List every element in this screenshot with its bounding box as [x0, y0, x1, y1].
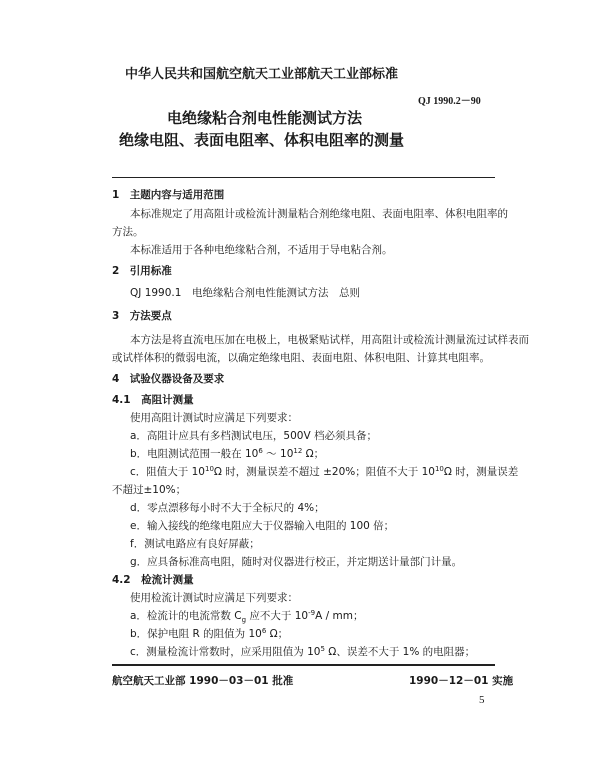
list-item-continued: 不超过±10%；	[112, 484, 187, 496]
text: c．测量检流计常数时，应采用阻值为 10	[130, 646, 321, 658]
subscript: g	[241, 616, 247, 625]
text: Ω；	[266, 628, 289, 640]
text: Ω、误差不大于 1% 的电阻器；	[324, 646, 476, 658]
text: ～ 10	[262, 448, 294, 460]
exponent: 6	[258, 447, 263, 455]
text: b．保护电阻 R 的阻值为 10	[130, 628, 262, 640]
list-intro: 使用检流计测试时应满足下列要求：	[130, 592, 298, 604]
page-number: 5	[479, 694, 485, 706]
section-3-heading: 3 方法要点	[112, 310, 172, 322]
list-item	[130, 465, 518, 479]
section-3-text: 或试样体积的微弱电流，以确定绝缘电阻、表面电阻、体积电阻、计算其电阻率。	[112, 352, 490, 364]
title-line-2: 绝缘电阻、表面电阻率、体积电阻率的测量	[119, 131, 405, 149]
exponent: 10	[434, 465, 444, 473]
text: 应不大于 10	[246, 610, 309, 622]
exponent: 10	[204, 465, 214, 473]
list-item: a．高阻计应具有多档测试电压，500V 档必须具备；	[130, 430, 377, 442]
footer-rule	[112, 664, 495, 666]
list-item: g．应具备标准高电阻，随时对仪器进行校正，并定期送计量部门计量。	[130, 556, 463, 568]
list-item	[130, 627, 288, 641]
exponent: 12	[293, 447, 303, 455]
text: a．检流计的电流常数 C	[130, 610, 242, 622]
list-item: f．测试电路应有良好屏蔽；	[130, 538, 260, 550]
list-item	[130, 645, 475, 659]
section-1-text: 方法。	[112, 226, 144, 238]
effective-date: 1990－12－01 实施	[409, 675, 514, 687]
text: b．电阻测试范围一般在 10	[130, 448, 259, 460]
text: Ω；	[302, 448, 325, 460]
section-1-heading: 1 主题内容与适用范围	[112, 189, 225, 201]
header-rule	[112, 177, 495, 178]
section-1-text: 本标准适用于各种电绝缘粘合剂，不适用于导电粘合剂。	[130, 244, 393, 256]
text: Ω 时，测量误差不超过 ±20%；阻值不大于 10	[213, 466, 435, 478]
section-1-text: 本标准规定了用高阻计或检流计测量粘合剂绝缘电阻、表面电阻率、体积电阻率的	[130, 208, 508, 220]
text: c．阻值大于 10	[130, 466, 205, 478]
exponent: 6	[261, 627, 267, 635]
list-intro: 使用高阻计测试时应满足下列要求：	[130, 412, 298, 424]
section-3-text: 本方法是将直流电压加在电极上，电极紧贴试样，用高阻计或检流计测量流过试样表而	[130, 334, 529, 346]
text: A / mm；	[315, 610, 364, 622]
issuer-heading: 中华人民共和国航空航天工业部航天工业部标准	[125, 67, 399, 82]
list-item	[130, 609, 363, 627]
standard-code: QJ 1990.2－90	[418, 96, 481, 107]
text: Ω 时，测量误差	[443, 466, 519, 478]
section-2-heading: 2 引用标准	[112, 265, 172, 277]
list-item: d．零点漂移每小时不大于全标尺的 4%；	[130, 502, 325, 514]
list-item: e．输入接线的绝缘电阻应大于仪器输入电阻的 100 倍；	[130, 520, 395, 532]
exponent: -9	[308, 609, 316, 617]
section-4-heading: 4 试验仪器设备及要求	[112, 373, 225, 385]
section-4-1-heading: 4.1 高阻计测量	[112, 394, 194, 406]
title-line-1: 电绝缘粘合剂电性能测试方法	[167, 109, 363, 127]
section-4-2-heading: 4.2 检流计测量	[112, 574, 194, 586]
list-item	[130, 447, 324, 461]
approval-date: 航空航天工业部 1990－03－01 批准	[112, 675, 294, 687]
exponent: 5	[320, 645, 325, 653]
reference-standard: QJ 1990.1 电绝缘粘合剂电性能测试方法 总则	[130, 287, 360, 299]
